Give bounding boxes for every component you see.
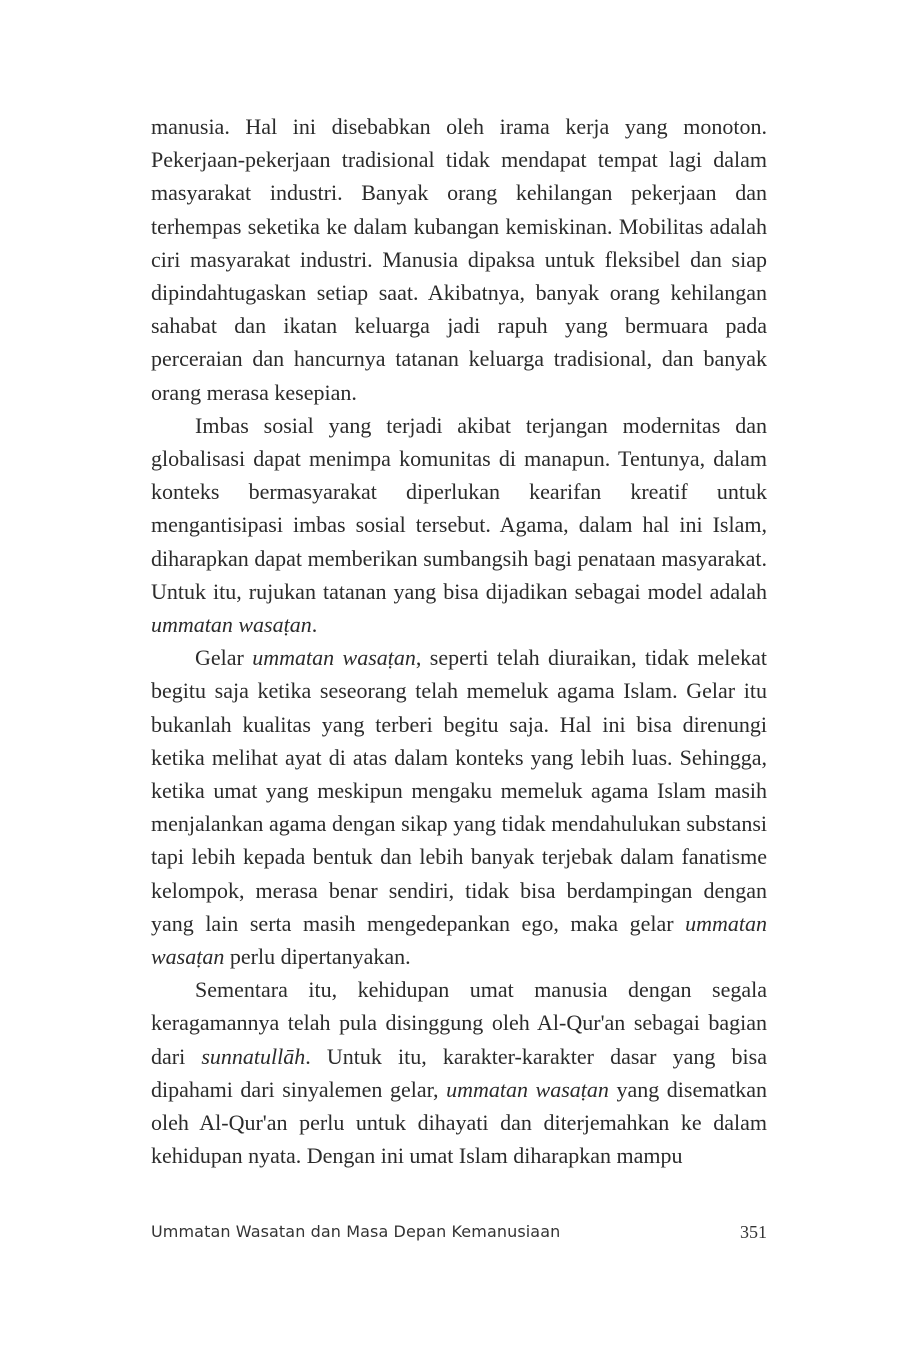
italic-term: ummatan wasaṭan (446, 1076, 609, 1102)
italic-term: ummatan wasaṭan (252, 645, 416, 671)
text-run: Imbas sosial yang terjadi akibat terjangan modernitas dan globalisasi dapat menimpa komunitas di manapun. Tentunya, dalam konteks bermasyarakat diperlukan kearifan kreatif untuk mengantisipasi imbas sosial tersebut. Agama, dalam hal ini Islam, diharapkan dapat memberikan sumbangsih bagi penataan masyarakat. Untuk itu, rujukan tatanan yang bisa dijadikan sebagai model adalah (151, 412, 767, 604)
paragraph-4 (151, 973, 767, 1172)
running-title: Ummatan Wasatan dan Masa Depan Kemanusiaan (151, 1222, 561, 1241)
italic-term: ummatan wasaṭan (151, 910, 767, 970)
page-body (151, 110, 767, 1173)
paragraph-2 (151, 409, 767, 641)
text-run: manusia. Hal ini disebabkan oleh irama kerja yang monoton. Pekerjaan-pekerjaan tradisional tidak mendapat tempat lagi dalam masyarakat industri. Banyak orang kehilangan pekerjaan dan terhempas seketika ke dalam kubangan kemiskinan. Mobilitas adalah ciri masyarakat industri. Manusia dipaksa untuk fleksibel dan siap dipindahtugaskan setiap saat. Akibatnya, banyak orang kehilangan sahabat dan ikatan keluarga jadi rapuh yang bermuara pada perceraian dan hancurnya tatanan keluarga tradisional, dan banyak orang merasa kesepian. (151, 114, 767, 405)
text-run: yang disematkan oleh Al-Qur'an perlu untuk dihayati dan diterjemahkan ke dalam kehidupan nyata. Dengan ini umat Islam diharapkan mampu (151, 1076, 767, 1169)
text-run: Gelar (195, 645, 253, 671)
text-run: . Untuk itu, karakter-karakter dasar yang bisa dipahami dari sinyalemen gelar, (151, 1043, 767, 1102)
italic-term: sunnatullāh (201, 1043, 306, 1069)
text-run: perlu dipertanyakan. (224, 944, 411, 970)
text-run: Sementara itu, kehidupan umat manusia dengan segala keragamannya telah pula disinggung oleh Al-Qur'an sebagai bagian dari (151, 977, 767, 1069)
paragraph-3 (151, 641, 767, 973)
italic-term: ummatan wasaṭan (151, 612, 312, 638)
text-run: , seperti telah diuraikan, tidak melekat begitu saja ketika seseorang telah memeluk agama Islam. Gelar itu bukanlah kualitas yang terberi begitu saja. Hal ini bisa direnungi ketika melihat ayat di atas dalam konteks yang lebih luas. Sehingga, ketika umat yang meskipun mengaku memeluk agama Islam masih menjalankan agama dengan sikap yang tidak mendahulukan substansi tapi lebih kepada bentuk dan lebih banyak terjebak dalam fanatisme kelompok, merasa benar sendiri, tidak bisa berdampingan dengan yang lain serta masih mengedepankan ego, maka gelar (151, 645, 767, 936)
text-run: . (311, 612, 318, 638)
page-number: 351 (740, 1222, 767, 1242)
page-footer (151, 1222, 767, 1248)
paragraph-1 (151, 110, 767, 409)
